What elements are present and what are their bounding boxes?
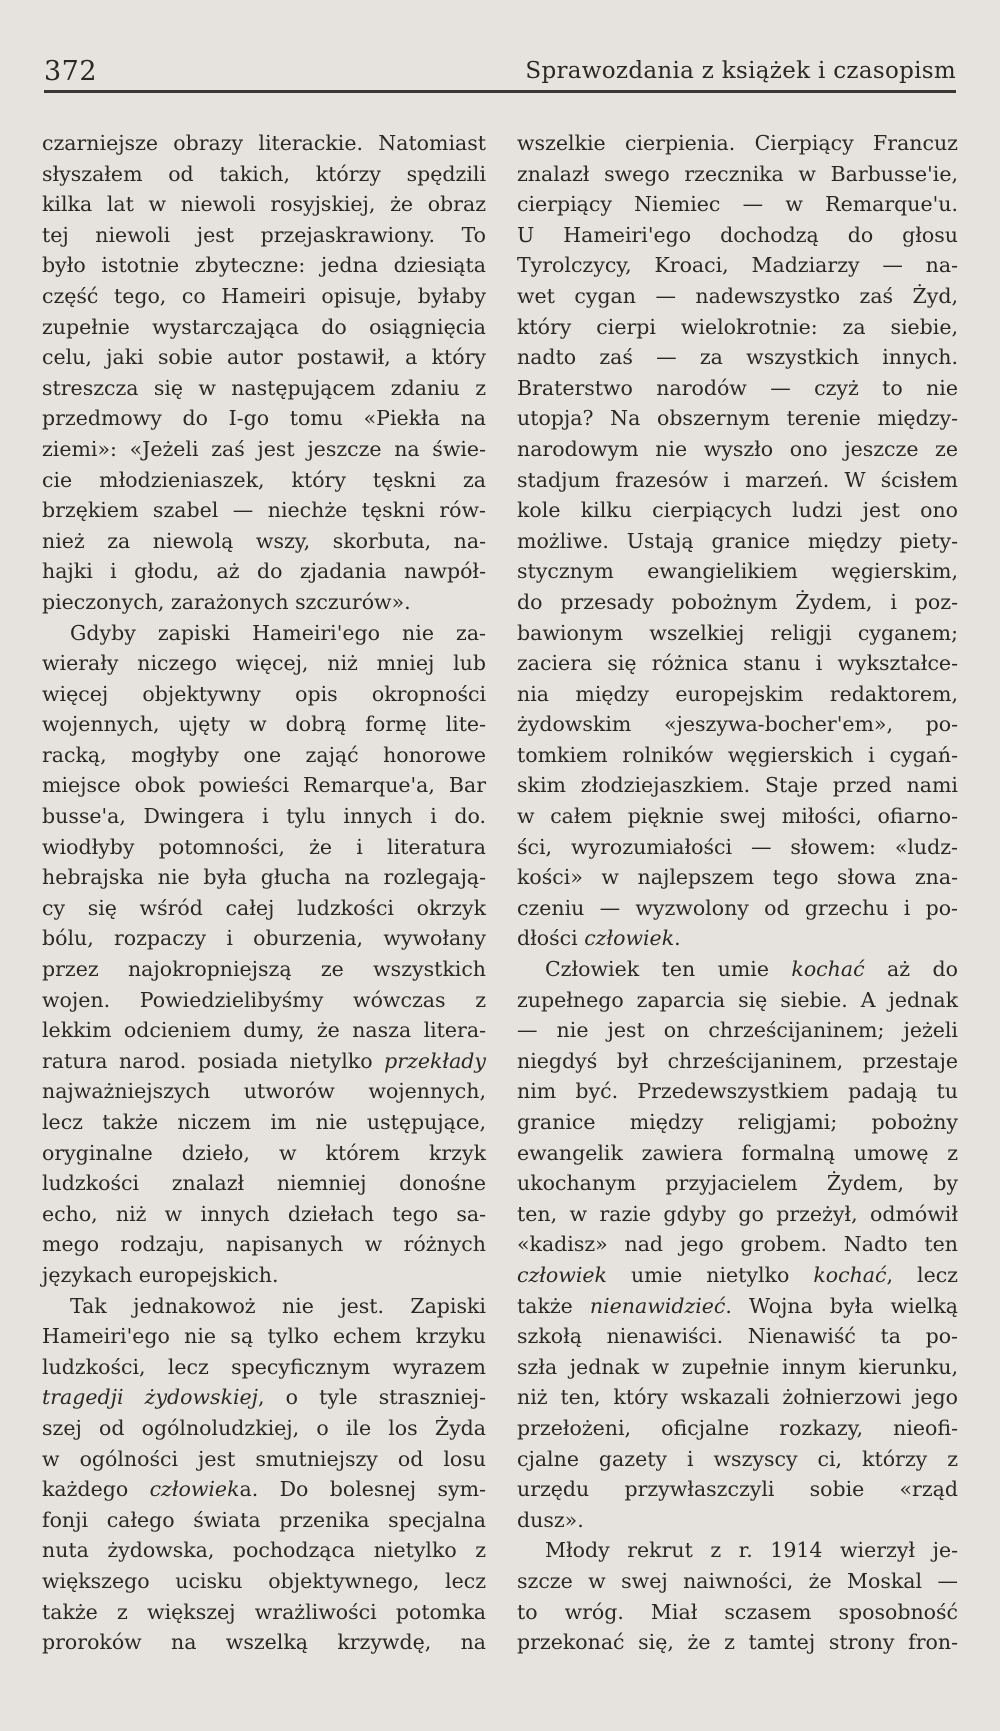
left-column-line: słyszałem od takich, którzy spędzili (42, 161, 486, 186)
left-column-line: cie młodzieniaszek, który tęskni za (42, 467, 486, 492)
left-column-line: racką, mogłyby one zająć honorowe (42, 742, 486, 767)
left-column-line: w ogólności jest smutniejszy od losu (42, 1446, 486, 1471)
left-column-line: było istotnie zbyteczne: jedna dziesiąta (42, 253, 486, 278)
left-column-line: ratura narod. posiada nietylko przekłady (42, 1048, 486, 1073)
page-header (44, 48, 956, 88)
right-column-line: zupełnego zaparcia się siebie. A jednak (517, 987, 958, 1012)
left-column-line: tragedji żydowskiej, o tyle straszniej- (42, 1385, 486, 1410)
left-column-line: także z większej wrażliwości potomka (42, 1599, 486, 1624)
left-column-line: najważniejszych utworów wojennych, (42, 1079, 486, 1104)
right-column-line: do przesady pobożnym Żydem, i poz- (517, 589, 958, 614)
left-column-line: proroków na wszelką krzywdę, na (42, 1630, 486, 1655)
right-column-line: Młody rekrut z r. 1914 wierzył je- (545, 1538, 958, 1563)
right-column-line: Tyrolczycy, Kroaci, Madziarzy — na- (517, 253, 958, 278)
right-column-line: U Hameiri'ego dochodzą do głosu (517, 222, 958, 247)
left-column-line: każdego człowieka. Do bolesnej sym- (42, 1477, 486, 1502)
left-column-line: wojen. Powiedzielibyśmy wówczas z (42, 987, 486, 1012)
left-column-line: ludzkości, lecz specyficznym wyrazem (42, 1354, 486, 1379)
right-column-line: który cierpi wielokrotnie: za siebie, (517, 314, 958, 339)
left-column-line: część tego, co Hameiri opisuje, byłaby (42, 283, 486, 308)
left-column-line: pieczonych, zarażonych szczurów». (42, 589, 411, 614)
header-rule (44, 90, 956, 93)
left-column-line: ziemi»: «Jeżeli zaś jest jeszcze na świe- (42, 436, 486, 461)
right-column-line: Człowiek ten umie kochać aż do (545, 957, 958, 982)
left-column-line: Gdyby zapiski Hameiri'ego nie za- (70, 620, 486, 645)
left-column-line: przez najokropniejszą ze wszystkich (42, 957, 486, 982)
right-column-line: Braterstwo narodów — czyż to nie (517, 375, 958, 400)
right-column-line: dłości człowiek. (517, 926, 681, 951)
right-column-line: ewangelik zawiera formalną umowę z (517, 1140, 958, 1165)
left-column-line: oryginalne dzieło, w którem krzyk (42, 1140, 486, 1165)
right-column-line: czeniu — wyzwolony od grzechu i po- (517, 895, 958, 920)
left-column-line: lekkim odcieniem dumy, że nasza litera- (42, 1018, 486, 1043)
right-column-line: stycznym ewangielikiem węgierskim, (517, 559, 958, 584)
left-column-line: wierały niczego więcej, niż mniej lub (42, 651, 486, 676)
left-column-line: więcej objektywny opis okropności (42, 681, 486, 706)
right-column-line: w całem pięknie swej miłości, ofiarno- (517, 804, 958, 829)
running-head: Sprawozdania z książek i czasopism (525, 58, 956, 84)
right-column-line: szła jednak w zupełnie innym kierunku, (517, 1354, 958, 1379)
left-column-line: celu, jaki sobie autor postawił, a który (42, 345, 486, 370)
left-column-line: zupełnie wystarczająca do osiągnięcia (42, 314, 486, 339)
right-column-line: granice między religjami; pobożny (517, 1110, 958, 1134)
right-column-line: szkołą nienawiści. Nienawiść ta po- (517, 1324, 958, 1349)
left-column-line: większego ucisku objektywnego, lecz (42, 1568, 486, 1593)
left-column-line: wojennych, ujęty w dobrą formę lite- (42, 712, 486, 737)
left-column-line: tej niewoli jest przejaskrawiony. To (42, 222, 486, 247)
right-column-line: tomkiem rolników węgierskich i cygań- (517, 742, 958, 767)
right-column-line: przekonać się, że z tamtej strony fron- (517, 1630, 958, 1655)
right-column-line: żydowskim «jeszywa-bocher'em», po- (517, 712, 958, 737)
right-column-line: cierpiący Niemiec — w Remarque'u. (517, 192, 958, 217)
left-column-line: cy się wśród całej ludzkości okrzyk (42, 895, 486, 920)
right-column-line: ści, wyrozumiałości — słowem: «ludz- (517, 834, 958, 859)
right-column-line: nadto zaś — za wszystkich innych. (517, 345, 958, 370)
right-column-line: ten, w razie gdyby go przeżył, odmówił (517, 1201, 958, 1226)
right-column-line: człowiek umie nietylko kochać, lecz (517, 1262, 958, 1287)
left-column-line: brzękiem szabel — niechże tęskni rów- (42, 498, 486, 523)
right-column-line: kole kilku cierpiących ludzi jest ono (517, 498, 958, 523)
right-column-line: cjalne gazety i wszyscy ci, którzy z (517, 1446, 958, 1471)
right-column-line: wet cygan — nadewszystko zaś Żyd, (517, 283, 958, 308)
left-column-line: busse'a, Dwingera i tylu innych i do. (42, 804, 486, 829)
right-column-line: niż ten, który wskazali żołnierzowi jego (517, 1385, 958, 1410)
right-column-line: szcze w swej naiwności, że Moskal — (517, 1568, 958, 1593)
right-column-line: narodowym nie wyszło ono jeszcze ze (517, 436, 958, 461)
left-column-line: językach europejskich. (42, 1262, 279, 1287)
left-column-line: wiodłyby potomności, że i literatura (42, 834, 486, 859)
right-column-line: urzędu przywłaszczyli sobie «rząd (517, 1477, 958, 1502)
left-column-line: hebrajska nie była głucha na rozlegają- (42, 865, 486, 890)
right-column-line: «kadisz» nad jego grobem. Nadto ten (517, 1232, 958, 1257)
right-column-line: zaciera się różnica stanu i wykształce- (517, 651, 958, 676)
right-column-line: znalazł swego rzecznika w Barbusse'ie, (517, 161, 958, 186)
right-column-line: niegdyś był chrześcijaninem, przestaje (517, 1048, 958, 1073)
right-column-line: przełożeni, oficjalne rozkazy, nieofi- (517, 1415, 958, 1440)
left-column-line: bólu, rozpaczy i oburzenia, wywołany (42, 926, 486, 951)
page-number: 372 (44, 56, 98, 87)
left-column-line: przedmowy do I-go tomu «Piekła na (42, 406, 486, 431)
right-column-line: kości» w najlepszem tego słowa zna- (517, 865, 958, 890)
left-column-line: lecz także niczem im nie ustępujące, (42, 1110, 486, 1134)
right-column-line: to wróg. Miał sczasem sposobność (517, 1599, 958, 1624)
right-column-line: wszelkie cierpienia. Cierpiący Francuz (517, 131, 958, 155)
left-column-line: nież za niewolą wszy, skorbuta, na- (42, 528, 486, 553)
right-column-line: stadjum frazesów i marzeń. W ścisłem (517, 467, 958, 492)
left-column-line: streszcza się w następującem zdaniu z (42, 375, 486, 400)
left-column-line: hajki i głodu, aż do zjadania nawpół- (42, 559, 486, 584)
right-column-line: — nie jest on chrześcijaninem; jeżeli (517, 1018, 958, 1043)
right-column-line: bawionym wszelkiej religji cyganem; (517, 620, 958, 645)
left-column-line: czarniejsze obrazy literackie. Natomiast (42, 131, 486, 155)
left-column-line: Hameiri'ego nie są tylko echem krzyku (42, 1324, 486, 1349)
left-column-line: echo, niż w innych dziełach tego sa- (42, 1201, 486, 1226)
left-column-line: szej od ogólnoludzkiej, o ile los Żyda (42, 1415, 486, 1440)
right-column-line: możliwe. Ustają granice między piety- (517, 528, 958, 553)
left-column-line: mego rodzaju, napisanych w różnych (42, 1232, 486, 1257)
right-column-line: nim być. Przedewszystkiem padają tu (517, 1079, 958, 1104)
right-column-line: dusz». (517, 1507, 584, 1532)
right-column-line: nia między europejskim redaktorem, (517, 681, 958, 706)
right-column-line: utopja? Na obszernym terenie między- (517, 406, 958, 431)
left-column-line: miejsce obok powieści Remarque'a, Bar (42, 773, 486, 798)
right-column-line: także nienawidzieć. Wojna była wielką (517, 1293, 958, 1318)
left-column-line: nuta żydowska, pochodząca nietylko z (42, 1538, 486, 1563)
left-text-column (42, 128, 486, 1658)
left-column-line: Tak jednakowoż nie jest. Zapiski (70, 1293, 486, 1318)
right-column-line: ukochanym przyjacielem Żydem, by (517, 1171, 958, 1196)
right-column-line: skim złodziejaszkiem. Staje przed nami (517, 773, 958, 798)
left-column-line: ludzkości znalazł niemniej donośne (42, 1171, 486, 1196)
left-column-line: kilka lat w niewoli rosyjskiej, że obraz (42, 192, 486, 217)
right-text-column (517, 128, 958, 1658)
left-column-line: fonji całego świata przenika specjalna (42, 1507, 486, 1532)
